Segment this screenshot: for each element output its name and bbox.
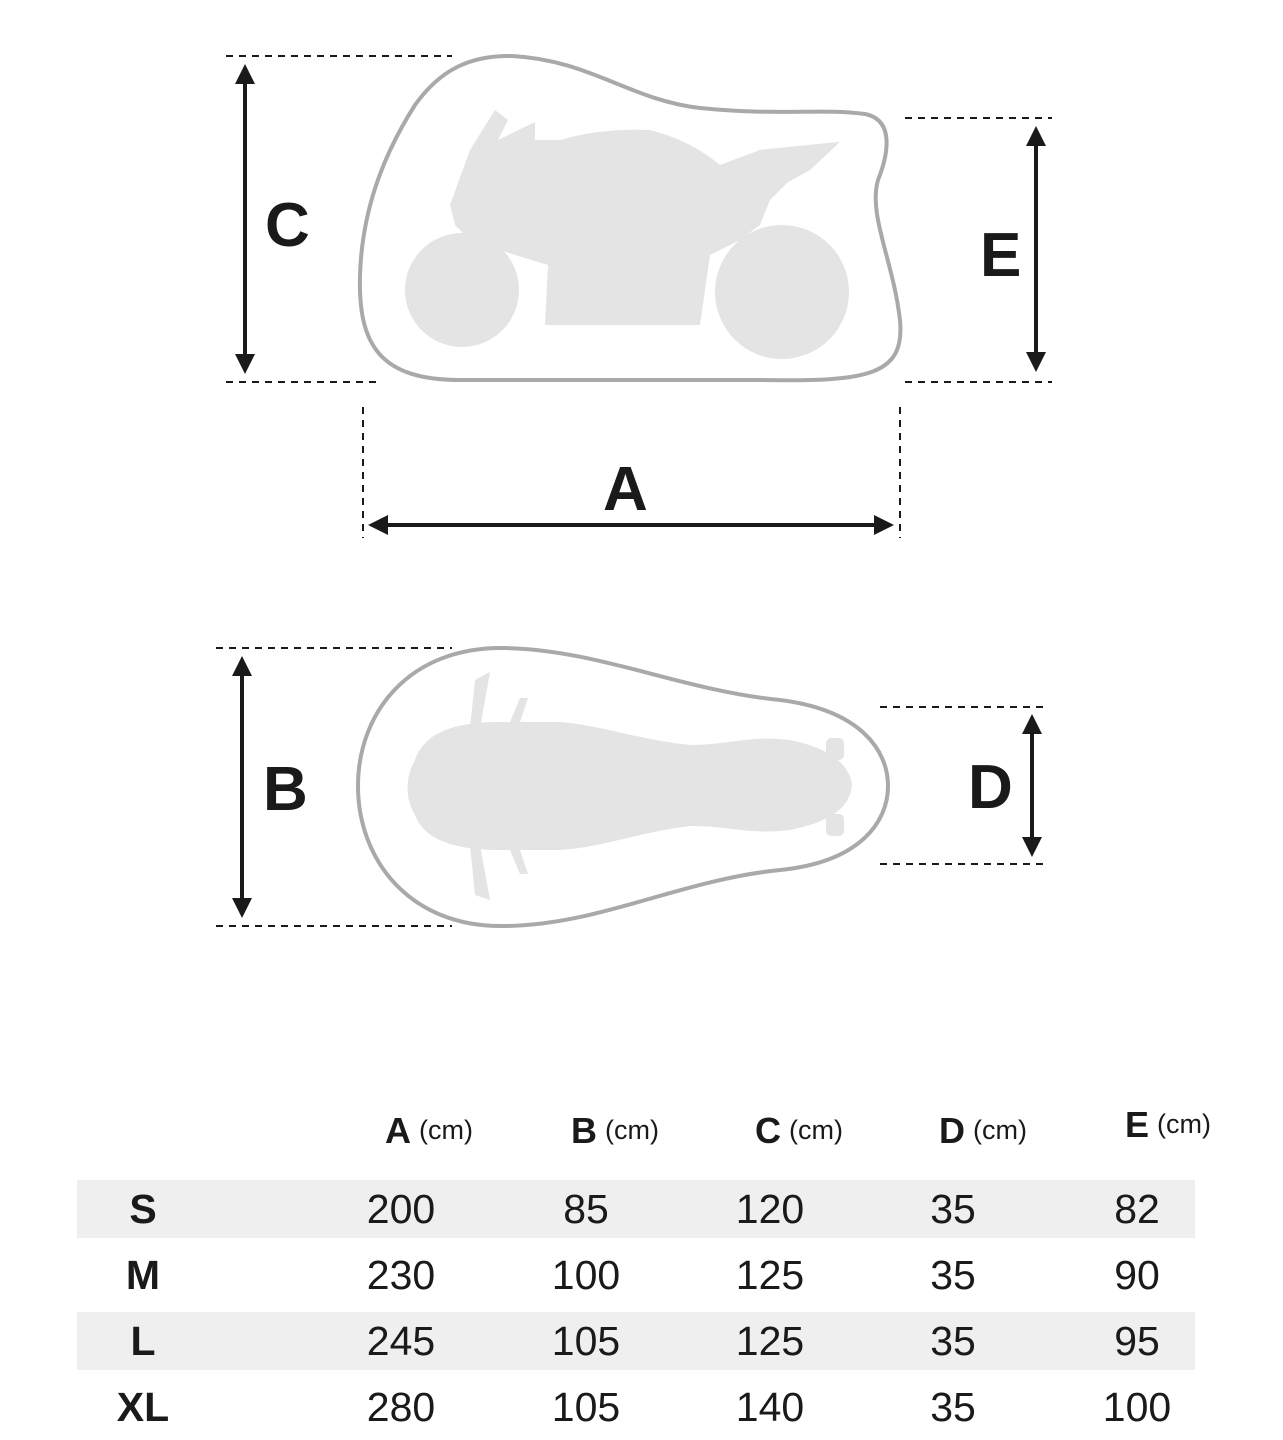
column-header-letter: C <box>755 1110 781 1151</box>
value-cell-e: 82 <box>1114 1186 1160 1232</box>
column-header-letter: A <box>385 1110 411 1151</box>
column-header-a <box>385 1110 473 1160</box>
value-cell-c: 120 <box>735 1186 805 1232</box>
top-view <box>216 648 1046 926</box>
column-header-unit: (cm) <box>789 1115 843 1145</box>
column-header-c <box>755 1110 843 1160</box>
column-header-unit: (cm) <box>1157 1109 1211 1139</box>
column-header-letter: B <box>571 1110 597 1151</box>
dimension-c-label: C <box>265 191 310 260</box>
value-cell-d: 35 <box>930 1318 976 1364</box>
size-cell: XL <box>116 1384 170 1430</box>
value-cell-d: 35 <box>930 1186 976 1232</box>
table-row <box>77 1378 1195 1436</box>
side-view <box>226 56 1052 538</box>
dimension-b-label: B <box>263 755 308 824</box>
motorcycle-side-silhouette-icon <box>405 110 849 359</box>
motorcycle-top-silhouette-icon <box>408 672 853 900</box>
value-cell-a: 245 <box>366 1318 436 1364</box>
value-cell-b: 100 <box>551 1252 621 1298</box>
value-cell-b: 105 <box>551 1384 621 1430</box>
dimension-d-label: D <box>968 753 1013 822</box>
size-cell: M <box>125 1252 161 1298</box>
column-header-letter: D <box>939 1110 965 1151</box>
dimension-a-label: A <box>603 455 648 524</box>
value-cell-e: 90 <box>1114 1252 1160 1298</box>
value-cell-a: 200 <box>366 1186 436 1232</box>
table-row <box>77 1246 1195 1304</box>
column-header-letter: E <box>1125 1104 1150 1145</box>
table-row <box>77 1312 1195 1370</box>
value-cell-b: 85 <box>563 1186 609 1232</box>
value-cell-c: 140 <box>735 1384 805 1430</box>
value-cell-a: 230 <box>366 1252 436 1298</box>
size-cell: S <box>129 1186 157 1232</box>
column-header-d <box>939 1110 1027 1160</box>
value-cell-c: 125 <box>735 1252 805 1298</box>
value-cell-d: 35 <box>930 1252 976 1298</box>
dimension-e-label: E <box>980 221 1022 290</box>
column-header-unit: (cm) <box>973 1115 1027 1145</box>
column-header-unit: (cm) <box>605 1115 659 1145</box>
column-header-e <box>1125 1104 1211 1154</box>
column-header-b <box>571 1110 659 1160</box>
column-header-unit: (cm) <box>419 1115 473 1145</box>
value-cell-e: 95 <box>1114 1318 1160 1364</box>
value-cell-d: 35 <box>930 1384 976 1430</box>
value-cell-a: 280 <box>366 1384 436 1430</box>
value-cell-e: 100 <box>1102 1384 1172 1430</box>
size-cell: L <box>130 1318 156 1364</box>
value-cell-b: 105 <box>551 1318 621 1364</box>
table-row <box>77 1180 1195 1238</box>
value-cell-c: 125 <box>735 1318 805 1364</box>
